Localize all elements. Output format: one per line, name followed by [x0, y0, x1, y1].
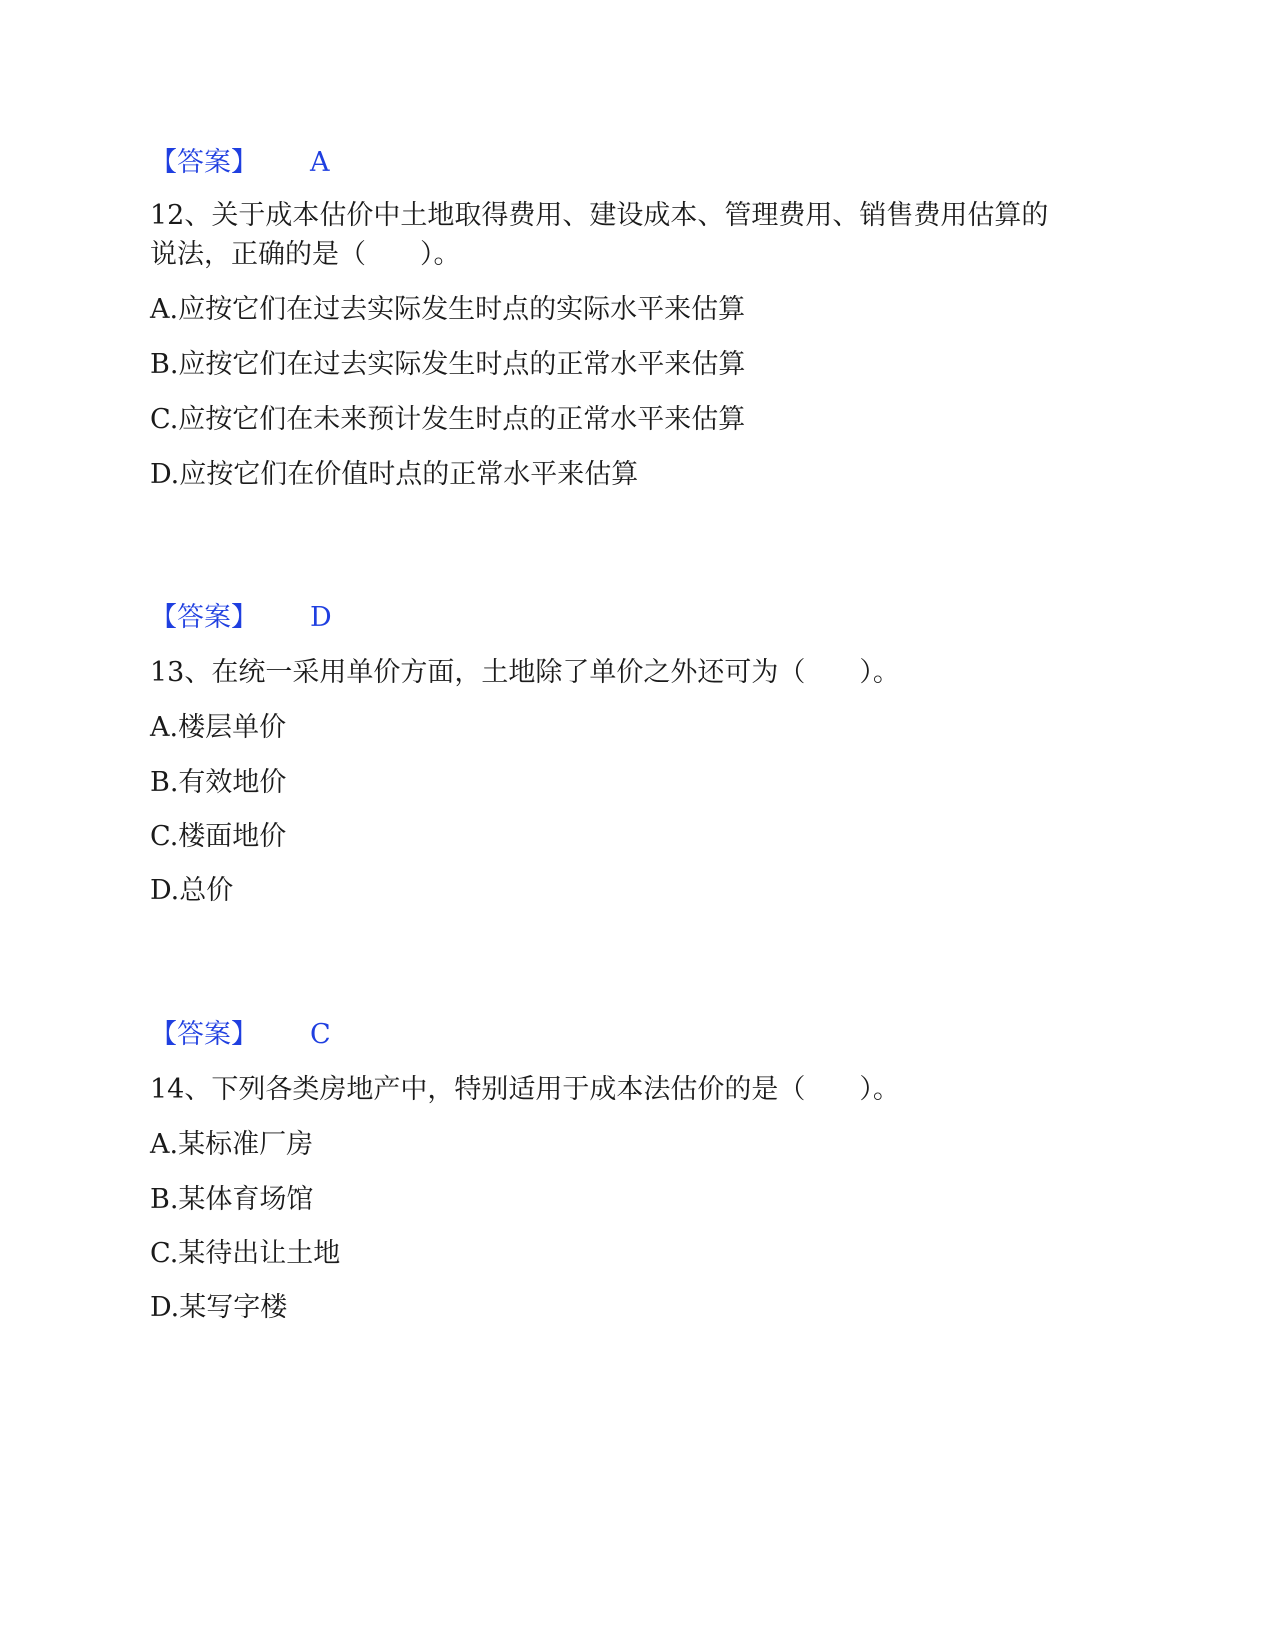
- option-item: D.应按它们在价值时点的正常水平来估算: [150, 459, 639, 490]
- answer-line: [150, 1018, 331, 1052]
- answer-letter: D: [310, 602, 332, 633]
- answer-letter: C: [310, 1019, 331, 1050]
- answer-label: 【答案】: [150, 147, 258, 178]
- question-text: 14、下列各类房地产中，特别适用于成本法估价的是（ ）。: [150, 1074, 900, 1105]
- option-item: B.某体育场馆: [150, 1184, 314, 1215]
- answer-label: 【答案】: [150, 1019, 258, 1050]
- question-text: 13、在统一采用单价方面，土地除了单价之外还可为（ ）。: [150, 657, 900, 688]
- option-item: C.楼面地价: [150, 821, 287, 852]
- option-item: D.某写字楼: [150, 1292, 288, 1323]
- option-item: D.总价: [150, 875, 234, 906]
- option-item: A.某标准厂房: [150, 1129, 314, 1160]
- answer-line: [150, 146, 330, 180]
- option-item: B.应按它们在过去实际发生时点的正常水平来估算: [150, 349, 746, 380]
- answer-label: 【答案】: [150, 602, 258, 633]
- answer-line: [150, 601, 332, 635]
- option-item: C.应按它们在未来预计发生时点的正常水平来估算: [150, 404, 746, 435]
- option-item: A.楼层单价: [150, 712, 287, 743]
- question-text: 说法，正确的是（ ）。: [150, 239, 461, 270]
- answer-letter: A: [310, 147, 330, 178]
- option-item: A.应按它们在过去实际发生时点的实际水平来估算: [150, 294, 746, 325]
- option-item: C.某待出让土地: [150, 1238, 341, 1269]
- option-item: B.有效地价: [150, 767, 287, 798]
- question-text: 12、关于成本估价中土地取得费用、建设成本、管理费用、销售费用估算的: [150, 200, 1049, 231]
